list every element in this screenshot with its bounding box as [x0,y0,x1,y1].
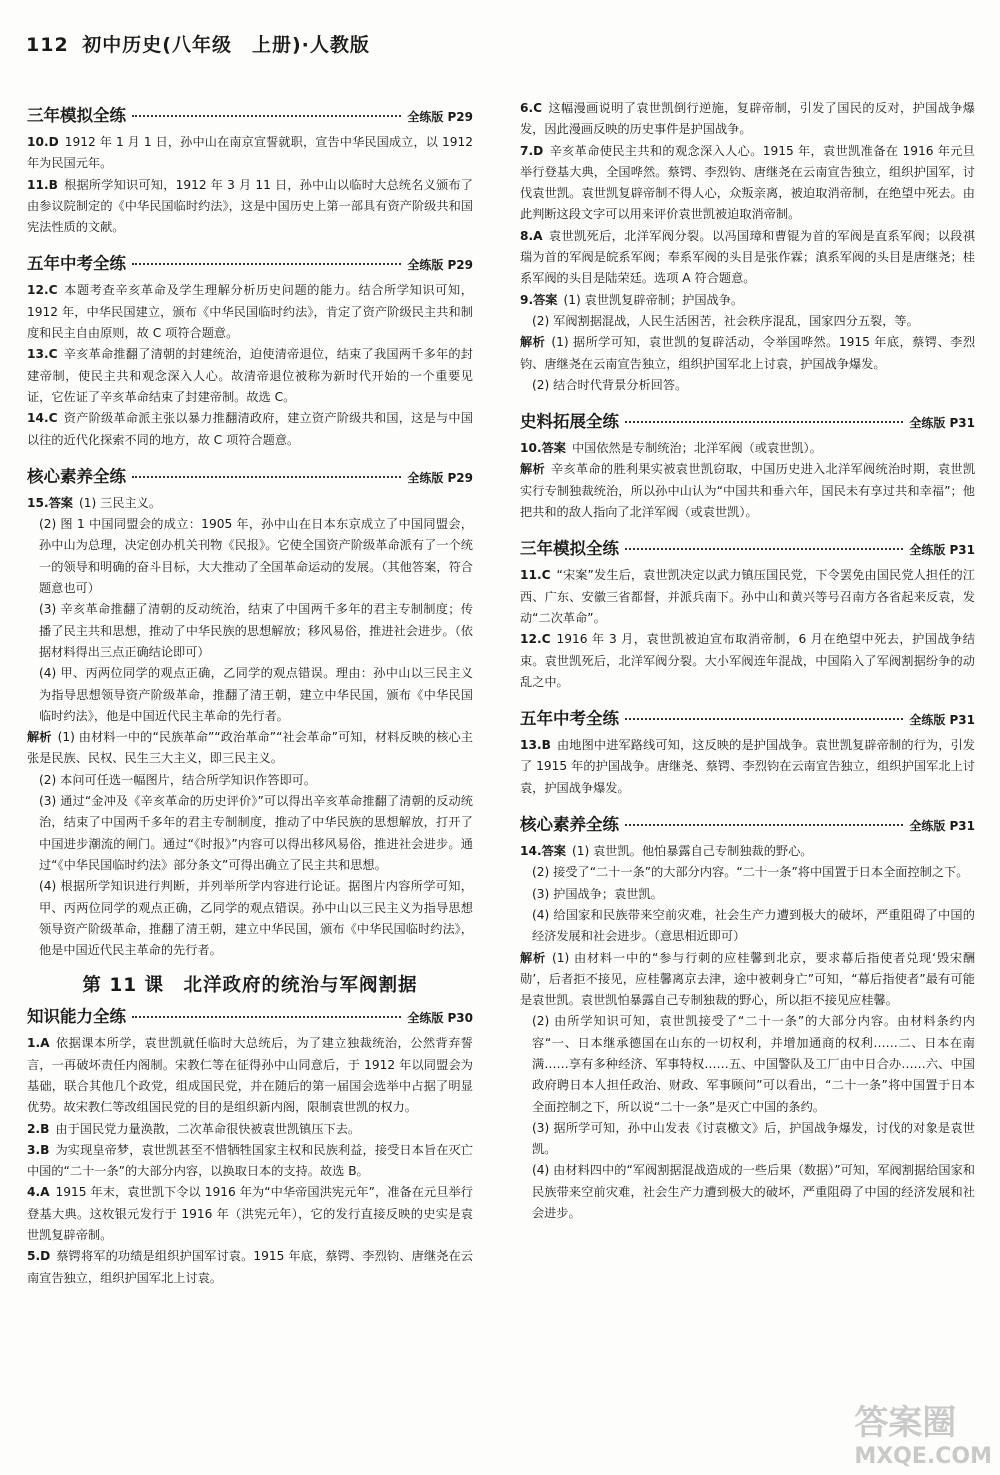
section-header: 五年中考全练 全练版 P31 [520,709,975,729]
answer-item: 5.D 蔡锷将军的功绩是组织护国军讨袁。1915 年底，蔡锷、李烈钧、唐继尧在云南宣告独立，组织护国军北上讨袁。 [27,1249,473,1285]
answer-item: 14.C 资产阶级革命派主张以暴力推翻清政府，建立资产阶级共和国，这是与中国以往的近代化探索不同的地方，故 C 项符合题意。 [27,411,473,447]
section-header: 核心素养全练 全练版 P29 [27,466,473,486]
answer-item: 13.C 辛亥革命推翻了清朝的封建统治，迫使清帝退位，结束了我国两千多年的封建帝制，使民主共和观念深入人心。故清帝退位被称为新时代开始的一个重要见证，它佐证了辛亥革命结束了封建帝制。故选 C。 [27,347,473,404]
answer-part: (2) 军阀割据混战，人民生活困苦，社会秩序混乱，国家四分五裂，等。 [532,313,919,328]
watermark-logo: 答案圈 MXQE.COM [854,1403,992,1469]
answer-item: 12.C 1916 年 3 月，袁世凯被迫宣布取消帝制，6 月在绝望中死去，护国战争结束。袁世凯死后，北洋军阀分裂。大小军阀连年混战，中国陷入了军阀割据纷争的动乱之中。 [520,632,975,689]
answer-part: (2) 接受了“二十一条”的大部分内容。“二十一条”将中国置于日本全面控制之下。 [532,865,969,880]
section-header: 三年模拟全练 全练版 P29 [27,106,473,125]
right-column [520,98,975,1224]
page-header [26,30,370,57]
answer-part: (3) 辛亥革命推翻了清朝的反动统治，结束了中国两千多年的君主专制制度；传播了民主共和思想，推动了中华民族的思想解放；移风易俗，推进社会进步。（依据材料得出三点正确结论即可） [39,602,473,659]
analysis-part: (2) 结合时代背景分析回答。 [532,377,688,392]
answer-item: 7.D 辛亥革命使民主共和的观念深入人心。1915 年，袁世凯准备在 1916 年元旦举行登基大典，全国哗然。蔡锷、李烈钧、唐继尧在云南宣告独立，组织护国军，讨伐袁世凯。袁世凯复辟帝制不得人心，众叛亲离，被迫取消帝制，在绝望中死去。由此判断这段文字可以用来评价袁世凯被迫取消帝制。 [520,143,975,222]
answer-item: 2.B 由于国民党力量涣散，二次革命很快被袁世凯镇压下去。 [27,1121,361,1136]
analysis-part: (2) 本问可任选一幅图片，结合所学知识作答即可。 [39,772,317,787]
answer-item: 4.A 1915 年末，袁世凯下令以 1916 年为“中华帝国洪宪元年”，准备在元旦举行登基大典。这枚银元发行于 1916 年（洪宪元年），它的发行直接反映的史实是袁世凯复辟帝制。 [27,1185,473,1243]
answer-item: 10.D 1912 年 1 月 1 日，孙中山在南京宣誓就职，宣告中华民国成立，以 1912 年为民国元年。 [27,135,473,171]
answer-item: 11.B 根据所学知识可知，1912 年 3 月 11 日，孙中山以临时大总统名义颁布了由参议院制定的《中华民国临时约法》，这是中国历史上第一部具有资产阶级共和国宪法性质的文献。 [27,177,473,235]
analysis: 解析 (1) 据所学可知，袁世凯的复辟活动，令举国哗然。1915 年底，蔡锷、李烈钧、唐继尧在云南宣告独立，组织护国军北上讨袁，护国战争爆发。 [520,335,976,371]
section-header: 知识能力全练 全练版 P30 [27,1007,473,1027]
book-title: 初中历史(八年级 上册)·人教版 [82,34,370,56]
answer-item: 3.B 为实现皇帝梦，袁世凯甚至不惜牺牲国家主权和民族利益，接受日本旨在灭亡中国的“二十一条”的大部分内容，以换取日本的支持。故选 B。 [27,1142,473,1179]
answer-part: (4) 给国家和民族带来空前灾难，社会生产力遭到极大的破坏，严重阻碍了中国的经济发展和社会进步。（意思相近即可） [532,907,975,944]
answer-item: 13.B 由地图中进军路线可知，这反映的是护国战争。袁世凯复辟帝制的行为，引发了 1915 年的护国战争。唐继尧、蔡锷、李烈钧在云南宣告独立，组织护国军北上讨袁，护国战争爆发。 [520,738,975,795]
answer-part: (4) 甲、丙两位同学的观点正确，乙同学的观点错误。理由：孙中山以三民主义为指导思想领导资产阶级革命，推翻了清王朝，建立中华民国，颁布《中华民国临时约法》，他是中国近代民主革命的先行者。 [39,666,473,723]
answer-item: 14.答案 (1) 袁世凯。他怕暴露自己专制独裁的野心。 [520,844,813,859]
analysis-part: (4) 由材料四中的“军阀割据混战造成的一些后果（数据）”可知，军阀割据给国家和民族带来空前灾难，社会生产力遭到极大的破坏，严重阻碍了中国的经济发展和社会进步。 [532,1163,975,1221]
analysis: 解析 辛亥革命的胜利果实被袁世凯窃取，中国历史进入北洋军阀统治时期，袁世凯实行专制独裁统治，所以孙中山认为“中国共和垂六年，国民未有享过共和幸福”；他把共和的敌人指向了北洋军阀（或袁世凯）。 [520,462,976,520]
analysis-part: (3) 通过“金冲及《辛亥革命的历史评价》”可以得出辛亥革命推翻了清朝的反动统治，结束了中国两千多年的君主专制制度，推动了中华民族的思想解放，打开了中国进步潮流的闸门。通过“《时报》”内容可以得出移风易俗，推进社会进步。通过“《中华民国临时约法》部分条文”可得出确立了民主共和思想。 [39,794,473,872]
analysis-part: (3) 据所学可知，孙中山发表《讨袁檄文》后，护国战争爆发，讨伐的对象是袁世凯。 [532,1120,975,1157]
answer-item: 11.C “宋案”发生后，袁世凯决定以武力镇压国民党，下令罢免由国民党人担任的江西、广东、安徽三省都督，并派兵南下。孙中山和黄兴等号召南方各省起来反袁，发动“二次革命”。 [520,568,975,625]
answer-item: 6.C 这幅漫画说明了袁世凯倒行逆施，复辟帝制，引发了国民的反对，护国战争爆发，因此漫画反映的历史事件是护国战争。 [520,101,975,137]
section-header: 五年中考全练 全练版 P29 [27,254,473,274]
analysis: 解析 (1) 由材料一中的“参与行刺的应桂馨到北京，要求幕后指使者兑现‘毁宋酬勋’，后者拒不接见，应桂馨离京去津，途中被刺身亡”可知，“幕后指使者”最有可能是袁世凯。袁世凯怕暴露自己专制独裁的野心，所以拒不接见应桂馨。 [520,950,976,1008]
answer-item: 15.答案 (1) 三民主义。 [27,495,162,510]
answer-item: 10.答案 中国依然是专制统治；北洋军阀（或袁世凯）。 [520,441,822,456]
page-number: 112 [26,34,69,56]
analysis: 解析 (1) 由材料一中的“民族革命”“政治革命”“社会革命”可知，材料反映的核心主张是民族、民权、民生三大主义，即三民主义。 [27,730,473,766]
answer-item: 12.C 本题考查辛亥革命及学生理解分析历史问题的能力。结合所学知识可知，1912 年，中华民国建立，颁布《中华民国临时约法》，肯定了资产阶级民主共和制度和民主自由原则，故 C 项符合题意。 [27,283,473,341]
answer-item: 8.A 袁世凯死后，北洋军阀分裂。以冯国璋和曹锟为首的军阀是直系军阀；以段祺瑞为首的军阀是皖系军阀；奉系军阀的头目是张作霖；滇系军阀的头目是唐继尧；桂系军阀的头目是陆荣廷。选项 A 符合题意。 [520,228,975,286]
section-header: 史料拓展全练 全练版 P31 [520,412,975,432]
analysis-part: (4) 根据所学知识进行判断，并列举所学内容进行论证。据图片内容所学可知，甲、丙两位同学的观点正确，乙同学的观点错误。孙中山以三民主义为指导思想领导资产阶级革命，推翻了清王朝，建立中华民国，颁布《中华民国临时约法》，他是中国近代民主革命的先行者。 [39,879,473,958]
answer-part: (2) 图 1 中国同盟会的成立：1905 年，孙中山在日本东京成立了中国同盟会，孙中山为总理，决定创办机关刊物《民报》。它使全国资产阶级革命派有了一个统一的领导和明确的奋斗目标，大大推动了全国革命运动的发展。（其他答案，符合题意也可） [39,517,473,596]
answer-item: 1.A 依据课本所学，袁世凯就任临时大总统后，为了建立独裁统治，公然背弃誓言，一再破坏责任内阁制。宋教仁等在征得孙中山同意后，于 1912 年以同盟会为基础，联合其他几个政党，组成国民党，并在随后的第一届国会选举中占据了明显优势。故宋教仁等改组国民党的目的是组织新内阁，限制袁世凯的权力。 [27,1036,473,1115]
answer-part: (3) 护国战争；袁世凯。 [532,886,663,901]
left-column [27,98,473,1289]
analysis-part: (2) 由所学知识可知，袁世凯接受了“二十一条”的大部分内容。由材料条约内容“一、日本继承德国在山东的一切权利，并增加通商的权利……二、日本在南满……享有多种经济、军事特权……五、中国警队及工厂由中日合办……六、中国政府聘日本人担任政治、财政、军事顾问”可以看出，“二十一条”将中国置于日本全面控制之下，所以说“二十一条”是灭亡中国的条约。 [532,1014,975,1114]
lesson-title: 第 11 课 北洋政府的统治与军阀割据 [82,975,418,997]
answer-item: 9.答案 (1) 袁世凯复辟帝制；护国战争。 [520,292,744,307]
section-header: 核心素养全练 全练版 P31 [520,815,975,835]
section-header: 三年模拟全练 全练版 P31 [520,539,975,559]
